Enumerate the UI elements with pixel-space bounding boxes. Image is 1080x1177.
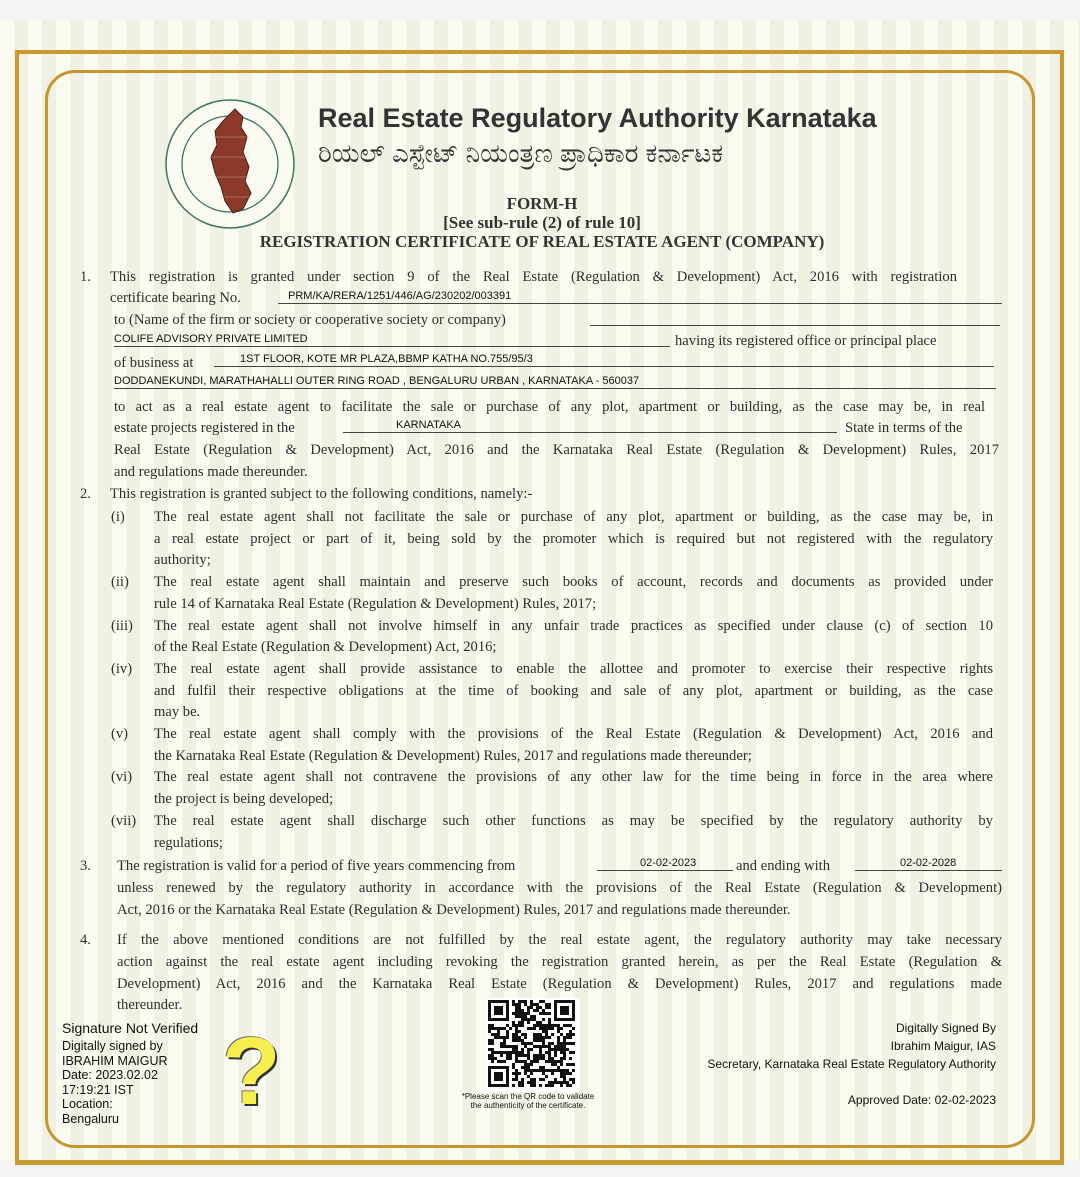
form-title: REGISTRATION CERTIFICATE OF REAL ESTATE AGENT (COMPANY) (259, 232, 825, 251)
section-4-line: If the above mentioned conditions are not fulfilled by the real estate agent, the regulatory authority may take necessary (117, 932, 1002, 948)
state-field (343, 419, 837, 433)
address-line1-field (214, 353, 994, 367)
section-1-line: estate projects registered in the (114, 420, 295, 436)
address-line2: DODDANEKUNDI, MARATHAHALLI OUTER RING ROAD , BENGALURU URBAN , KARNATAKA - 560037 (114, 375, 640, 387)
address-line1: 1ST FLOOR, KOTE MR PLAZA,BBMP KATHA NO.755/95/3 (240, 353, 533, 365)
form-name: FORM-H (506, 194, 578, 213)
signer-designation: Secretary, Karnataka Real Estate Regulatory Authority (707, 1057, 996, 1071)
condition-label: (vi) (111, 769, 133, 786)
section-1-line: of business at (114, 355, 194, 371)
condition-text: regulations; (154, 834, 223, 851)
address-line2-field (114, 375, 996, 389)
signature-details (62, 1039, 168, 1126)
signer-block (707, 1019, 996, 1109)
condition-text: The real estate agent shall comply with the provisions of the Real Estate (Regulation & Development) Act, 2016 and (154, 726, 993, 742)
qr-note-line: the authenticity of the certificate. (470, 1101, 586, 1110)
certificate-number: PRM/KA/RERA/1251/446/AG/230202/003391 (288, 290, 512, 302)
condition-label: (iii) (111, 617, 133, 634)
valid-from-field (597, 857, 733, 871)
condition-label: (iv) (111, 660, 133, 677)
valid-to-field (855, 857, 1002, 871)
signer-label: Digitally Signed By (895, 1021, 996, 1035)
condition-text: authority; (154, 552, 211, 569)
section-1-line: certificate bearing No. (110, 290, 241, 306)
section-number: 2. (80, 486, 91, 502)
blank-line (590, 312, 1000, 326)
section-4-line: thereunder. (117, 997, 183, 1013)
section-number: 4. (80, 932, 91, 948)
qr-code[interactable] (486, 998, 580, 1092)
condition-text: the Karnataka Real Estate (Regulation & Development) Rules, 2017 and regulations made thereunder; (154, 747, 752, 764)
condition-text: The real estate agent shall not involve himself in any unfair trade practices as specified under clause (c) of section 10 (154, 617, 993, 634)
form-subrule: [See sub-rule (2) of rule 10] (443, 213, 641, 232)
section-1-line: and regulations made thereunder. (114, 464, 308, 480)
condition-text: the project is being developed; (154, 791, 334, 808)
signature-status: Signature Not Verified (62, 1020, 199, 1036)
section-1-line: having its registered office or principal place (675, 333, 937, 349)
condition-text: a real estate project or part of it, being sold by the promoter which is required but not registered with the regulatory (154, 530, 993, 547)
condition-text: The real estate agent shall not facilitate the sale or purchase of any plot, apartment or building, as the case may be, in (154, 509, 993, 525)
section-3-line: Act, 2016 or the Karnataka Real Estate (Regulation & Development) Rules, 2017 and regulations made thereunder. (117, 902, 791, 918)
section-1-line: This registration is granted under section 9 of the Real Estate (Regulation & Development) Act, 2016 with registration (110, 269, 957, 285)
signature-location: Bengaluru (62, 1111, 119, 1126)
authority-title-kannada: ರಿಯಲ್ ಎಸ್ಟೇಟ್ ನಿಯಂತ್ರಣ ಪ್ರಾಧಿಕಾರ ಕರ್ನಾಟಕ (318, 138, 724, 168)
qr-note-line: *Please scan the QR code to validate (461, 1092, 595, 1101)
condition-text: The real estate agent shall discharge such other functions as may be specified by the regulatory authority by (154, 812, 993, 829)
firm-name: COLIFE ADVISORY PRIVATE LIMITED (114, 333, 308, 345)
state: KARNATAKA (396, 419, 461, 431)
condition-label: (i) (111, 509, 125, 525)
signature-signer: IBRAHIM MAIGUR (62, 1053, 168, 1068)
section-number: 3. (80, 858, 91, 874)
section-3-line: unless renewed by the regulatory authority in accordance with the provisions of the Real Estate (Regulation & Development) (117, 880, 1002, 896)
certificate-number-field (278, 290, 1002, 304)
valid-from: 02-02-2023 (640, 857, 697, 869)
firm-name-field (114, 333, 670, 347)
condition-label: (vii) (111, 812, 137, 829)
signature-date: Date: 2023.02.02 (62, 1068, 158, 1082)
section-3-line: and ending with (736, 858, 831, 874)
section-3-line: The registration is valid for a period of five years commencing from (117, 858, 516, 874)
signature-unverified-icon: ? (222, 1018, 281, 1125)
condition-label: (v) (111, 726, 129, 742)
signature-time: 17:19:21 IST (62, 1082, 134, 1097)
section-1-line: to (Name of the firm or society or cooperative society or company) (114, 312, 506, 328)
section-4-line: Development) Act, 2016 and the Karnataka Real Estate (Regulation & Development) Rules, 2017 and regulations made (117, 976, 1002, 992)
qr-note (420, 1092, 636, 1110)
signature-location-label: Location: (62, 1097, 113, 1111)
section-4-line: action against the real estate agent including revoking the registration granted herein, as per the Real Estate (Regulation & (117, 954, 1002, 970)
section-1-line: State in terms of the (845, 420, 963, 436)
valid-to: 02-02-2028 (900, 857, 957, 869)
section-number: 1. (80, 269, 91, 285)
signer-name: Ibrahim Maigur, IAS (890, 1039, 996, 1053)
section-1-line: to act as a real estate agent to facilitate the sale or purchase of any plot, apartment or building, as the case may be, in real (114, 399, 985, 415)
condition-text: The real estate agent shall provide assistance to enable the allottee and promoter to exercise their respective rights (154, 660, 993, 677)
condition-text: The real estate agent shall not contravene the provisions of any other law for the time being in force in the area where (154, 769, 993, 786)
approved-date: Approved Date: 02-02-2023 (847, 1093, 996, 1107)
condition-text: and fulfil their respective obligations at the time of booking and sale of any plot, apartment or building, as the case (154, 682, 993, 699)
condition-text: of the Real Estate (Regulation & Development) Act, 2016; (154, 639, 497, 656)
condition-label: (ii) (111, 574, 129, 591)
section-1-line: Real Estate (Regulation & Development) Act, 2016 and the Karnataka Real Estate (Regulation & Development) Rules, 2017 (114, 442, 999, 458)
condition-text: rule 14 of Karnataka Real Estate (Regulation & Development) Rules, 2017; (154, 595, 597, 612)
authority-title-english: Real Estate Regulatory Authority Karnataka (318, 103, 877, 133)
condition-text: The real estate agent shall maintain and preserve such books of account, records and documents as provided under (154, 574, 993, 591)
condition-text: may be. (154, 704, 201, 721)
signature-line: Digitally signed by (62, 1039, 163, 1053)
section-2-intro: This registration is granted subject to the following conditions, namely:- (110, 486, 533, 502)
